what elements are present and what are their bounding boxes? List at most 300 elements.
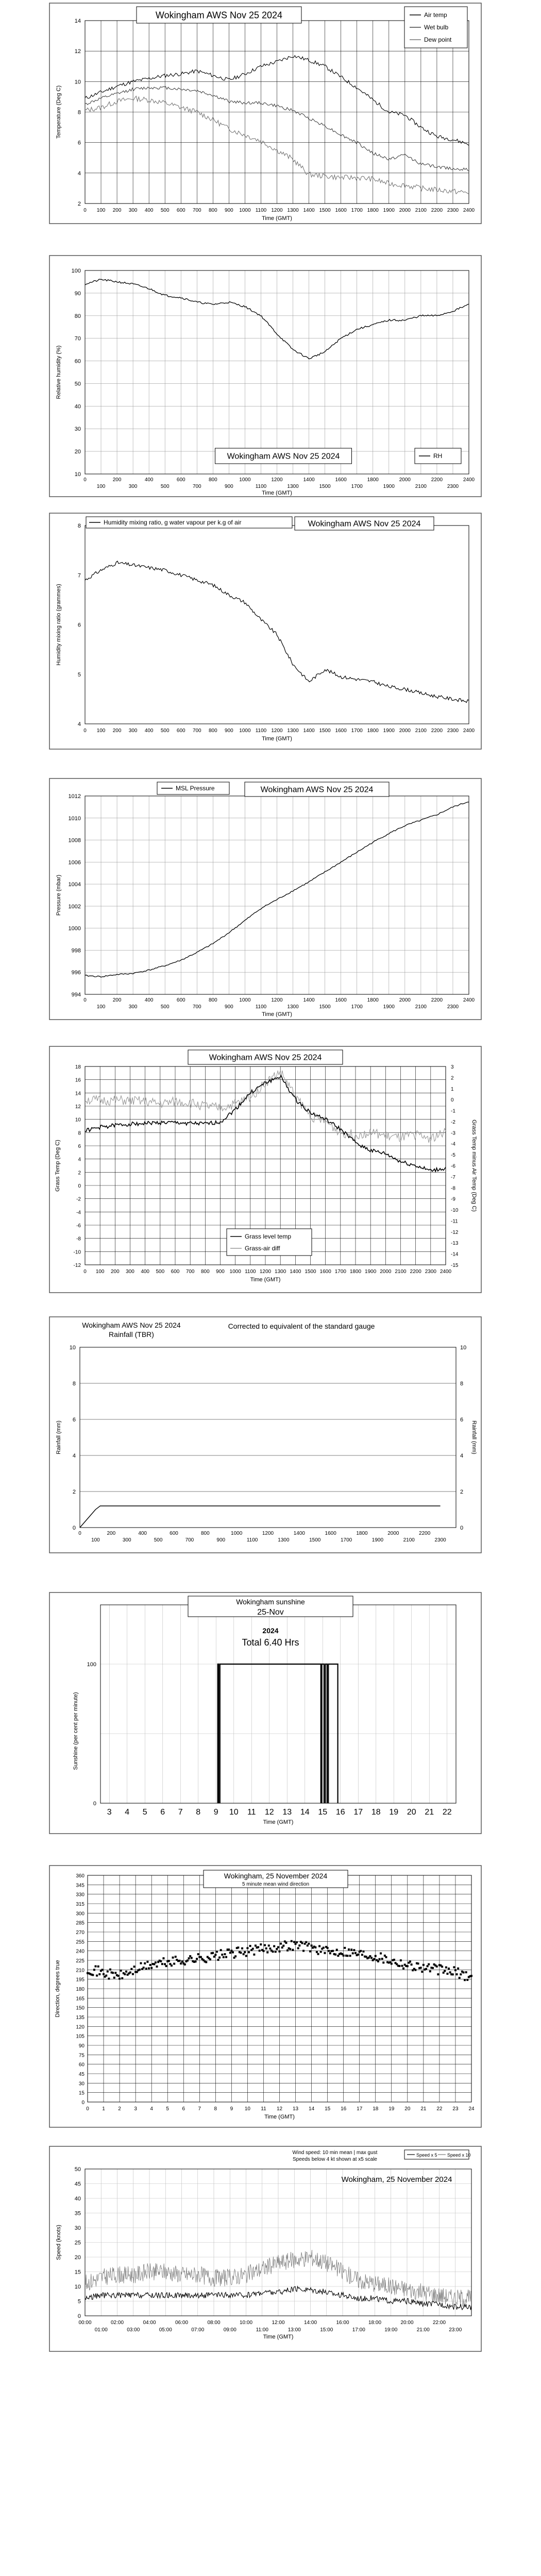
x-tick-label: 300 — [122, 1537, 131, 1543]
y-tick-label: 4 — [78, 1157, 81, 1163]
x-tick-label: 2100 — [415, 208, 427, 213]
direction-point — [382, 1961, 384, 1963]
chart-annotation: Corrected to equivalent of the standard gauge — [228, 1322, 375, 1330]
x-tick-label: 1600 — [335, 208, 347, 213]
direction-point — [289, 1948, 291, 1950]
legend-label: RH — [433, 452, 443, 460]
direction-point — [221, 1954, 223, 1956]
x-tick-label: 1200 — [271, 997, 283, 1003]
x-tick-label: 16 — [335, 1808, 345, 1817]
year-label: 2024 — [262, 1626, 279, 1635]
direction-point — [296, 1941, 298, 1943]
wind-direction-chart-svg — [49, 1865, 482, 2128]
x-tick-label: 2300 — [447, 1004, 459, 1010]
y-tick-label: 180 — [76, 1987, 84, 1992]
direction-point — [276, 1948, 278, 1950]
x-tick-label: 700 — [192, 728, 201, 734]
direction-point — [448, 1968, 450, 1970]
direction-point — [285, 1942, 287, 1944]
y-tick-label: 120 — [76, 2024, 84, 2030]
x-tick-label: 2300 — [434, 1537, 446, 1543]
x-tick-label: 03:00 — [127, 2327, 140, 2333]
direction-point — [196, 1958, 198, 1960]
y-tick-label: 165 — [76, 1996, 84, 2002]
direction-point — [98, 1973, 100, 1975]
x-tick-label: 5 — [166, 2106, 169, 2112]
y-right-tick-label: 2 — [451, 1075, 454, 1081]
x-tick-label: 500 — [156, 1269, 165, 1275]
x-tick-label: 1000 — [229, 1269, 241, 1275]
x-axis-label: Time (GMT) — [263, 2334, 294, 2340]
x-tick-label: 100 — [96, 484, 106, 489]
x-tick-label: 2100 — [415, 484, 427, 489]
x-tick-label: 1900 — [371, 1537, 384, 1543]
x-tick-label: 1700 — [351, 208, 363, 213]
x-axis-label: Time (GMT) — [263, 1819, 294, 1825]
x-tick-label: 2400 — [463, 997, 475, 1003]
mixing-ratio-chart-svg — [49, 513, 482, 750]
x-tick-label: 7 — [178, 1808, 183, 1817]
x-tick-label: 6 — [160, 1808, 165, 1817]
x-tick-label: 11:00 — [256, 2327, 268, 2333]
y-right-tick-label: 2 — [460, 1489, 464, 1495]
x-tick-label: 1500 — [319, 484, 331, 489]
y-right-tick-label: 10 — [460, 1345, 467, 1351]
x-tick-label: 1000 — [239, 208, 251, 213]
y-tick-label: 360 — [76, 1873, 84, 1879]
direction-point — [327, 1947, 329, 1949]
x-tick-label: 12:00 — [272, 2320, 285, 2326]
direction-point — [398, 1965, 400, 1967]
y-right-tick-label: -4 — [451, 1141, 455, 1147]
x-tick-label: 0 — [86, 2106, 89, 2112]
x-tick-label: 1900 — [383, 208, 395, 213]
x-tick-label: 2400 — [439, 1269, 452, 1275]
x-tick-label: 800 — [208, 208, 217, 213]
direction-point — [344, 1947, 346, 1949]
y-tick-label: 40 — [74, 403, 81, 410]
direction-point — [420, 1967, 422, 1969]
direction-point — [172, 1957, 174, 1959]
y-tick-label: -12 — [73, 1263, 81, 1268]
legend-label: Air temp — [424, 11, 447, 19]
sunshine-chart — [49, 1592, 482, 1834]
direction-point — [357, 1954, 359, 1956]
x-tick-label: 800 — [200, 1269, 210, 1275]
direction-point — [362, 1951, 364, 1953]
y-right-tick-label: -8 — [451, 1185, 455, 1192]
x-tick-label: 2000 — [399, 997, 411, 1003]
y-tick-label: 75 — [78, 2053, 84, 2059]
y-tick-label: 330 — [76, 1892, 84, 1898]
x-tick-label: 17:00 — [352, 2327, 365, 2333]
x-tick-label: 1800 — [367, 728, 379, 734]
total-label: Total 6.40 Hrs — [242, 1637, 299, 1648]
x-tick-label: 18 — [373, 2106, 379, 2112]
y-tick-label: 0 — [78, 1183, 81, 1189]
x-tick-label: 800 — [208, 728, 217, 734]
y-right-tick-label: -10 — [451, 1208, 459, 1214]
y-tick-label: 90 — [78, 2043, 84, 2049]
y-tick-label: 8 — [78, 1130, 81, 1137]
legend-label: Grass-air diff — [245, 1245, 280, 1252]
y-tick-label: 996 — [71, 970, 81, 976]
direction-point — [272, 1951, 274, 1953]
x-tick-label: 1300 — [287, 208, 299, 213]
y-tick-label: 0 — [77, 2313, 81, 2319]
y-right-tick-label: -7 — [451, 1174, 455, 1180]
direction-point — [140, 1962, 142, 1964]
y-tick-label: 10 — [74, 2284, 81, 2290]
legend-label: Speed x 5 — [416, 2153, 437, 2158]
y-tick-label: 30 — [74, 426, 81, 433]
direction-point — [173, 1963, 175, 1965]
x-tick-label: 1300 — [278, 1537, 290, 1543]
direction-point — [286, 1950, 289, 1952]
x-tick-label: 700 — [192, 484, 201, 489]
direction-point — [465, 1971, 467, 1973]
y-tick-label: 10 — [75, 1117, 81, 1123]
x-tick-label: 900 — [225, 1004, 233, 1010]
x-tick-label: 300 — [126, 1269, 134, 1275]
chart-title: Wokingham AWS Nov 25 2024 — [260, 785, 374, 794]
chart-subtitle-line: Speeds below 4 kt shown at x5 scale — [293, 2157, 377, 2162]
direction-point — [385, 1956, 387, 1958]
x-tick-label: 200 — [107, 1531, 116, 1536]
y-tick-label: 100 — [71, 268, 81, 274]
y-tick-label: 225 — [76, 1958, 84, 1964]
x-tick-label: 700 — [192, 208, 201, 213]
x-tick-label: 10:00 — [239, 2320, 253, 2326]
x-tick-label: 5 — [142, 1808, 147, 1817]
direction-point — [164, 1963, 166, 1965]
y-tick-label: 4 — [72, 1453, 76, 1459]
x-tick-label: 02:00 — [110, 2320, 124, 2326]
direction-point — [334, 1954, 336, 1956]
direction-point — [114, 1972, 116, 1974]
y-tick-label: 300 — [76, 1911, 84, 1917]
y-tick-label: 60 — [78, 2062, 84, 2068]
direction-point — [241, 1947, 243, 1950]
direction-point — [262, 1950, 264, 1952]
x-tick-label: 00:00 — [78, 2320, 92, 2326]
x-tick-label: 400 — [141, 1269, 150, 1275]
x-tick-label: 1 — [102, 2106, 105, 2112]
direction-point — [273, 1945, 275, 1947]
x-tick-label: 1000 — [239, 728, 251, 734]
x-tick-label: 200 — [112, 477, 122, 483]
x-tick-label: 1200 — [271, 728, 283, 734]
y-axis-label: Direction, degrees true — [55, 1960, 61, 2018]
direction-point — [459, 1977, 461, 1979]
direction-point — [249, 1945, 251, 1947]
direction-point — [279, 1951, 281, 1953]
x-tick-label: 0 — [83, 1269, 87, 1275]
legend-label: MSL Pressure — [176, 785, 215, 792]
x-tick-label: 700 — [185, 1537, 194, 1543]
y-tick-label: 10 — [69, 1345, 76, 1351]
chart-subtitle-line: Wind speed: 10 min mean | max gust — [292, 2150, 378, 2156]
x-tick-label: 600 — [176, 208, 185, 213]
direction-point — [96, 1975, 98, 1977]
y-right-tick-label: 3 — [451, 1064, 454, 1070]
x-tick-label: 1600 — [325, 1531, 336, 1536]
x-tick-label: 0 — [83, 728, 87, 734]
y-tick-label: 345 — [76, 1883, 84, 1889]
y-tick-label: 30 — [74, 2225, 81, 2231]
y-right-tick-label: 0 — [460, 1525, 464, 1531]
y-tick-label: 0 — [72, 1525, 76, 1531]
x-tick-label: 2100 — [415, 728, 427, 734]
y-tick-label: 6 — [77, 622, 81, 629]
y-tick-label: 20 — [74, 2255, 81, 2261]
x-tick-label: 900 — [225, 484, 233, 489]
y-tick-label: -8 — [76, 1236, 81, 1242]
x-tick-label: 18 — [371, 1808, 381, 1817]
y-tick-label: 7 — [77, 572, 81, 579]
direction-point — [377, 1960, 379, 1962]
chart-subtitle: 25-Nov — [257, 1608, 284, 1617]
y-right-tick-label: -3 — [451, 1130, 455, 1137]
direction-point — [437, 1973, 439, 1975]
x-tick-label: 600 — [171, 1269, 180, 1275]
direction-point — [171, 1964, 173, 1967]
y-tick-label: 240 — [76, 1948, 84, 1955]
direction-point — [234, 1955, 236, 1957]
x-tick-label: 8 — [196, 1808, 201, 1817]
direction-point — [417, 1962, 419, 1964]
x-tick-label: 10 — [229, 1808, 239, 1817]
y-right-tick-label: -12 — [451, 1229, 459, 1235]
direction-point — [275, 1951, 277, 1953]
y-tick-label: 105 — [76, 2033, 84, 2040]
y-tick-label: 6 — [77, 140, 81, 146]
y-tick-label: 1006 — [68, 859, 81, 866]
x-tick-label: 1100 — [255, 484, 267, 489]
direction-point — [225, 1956, 227, 1958]
y-tick-label: 6 — [78, 1144, 81, 1149]
y-axis-label: Grass Temp (Deg C) — [55, 1140, 61, 1192]
x-tick-label: 2000 — [399, 477, 411, 483]
x-tick-label: 1100 — [245, 1269, 256, 1275]
chart-title: Wokingham AWS Nov 25 2024 — [308, 519, 421, 529]
x-tick-label: 2200 — [410, 1269, 421, 1275]
direction-point — [348, 1948, 350, 1951]
direction-point — [428, 1963, 430, 1965]
direction-point — [149, 1964, 151, 1966]
direction-point — [244, 1951, 246, 1953]
chart-title: Wokingham AWS Nov 25 2024 — [209, 1053, 322, 1062]
direction-point — [178, 1960, 180, 1962]
x-tick-label: 500 — [160, 484, 170, 489]
y-tick-label: 994 — [71, 992, 81, 998]
direction-point — [240, 1952, 242, 1954]
y-tick-label: 15 — [78, 2090, 84, 2096]
legend-label: Grass level temp — [245, 1233, 292, 1240]
x-tick-label: 1400 — [290, 1269, 301, 1275]
x-tick-label: 600 — [176, 997, 185, 1003]
y-tick-label: 6 — [72, 1417, 76, 1423]
x-tick-label: 2200 — [431, 728, 443, 734]
x-tick-label: 0 — [83, 997, 87, 1003]
direction-point — [361, 1954, 363, 1956]
y-tick-label: 80 — [74, 313, 81, 319]
y-right-tick-label: 8 — [460, 1381, 464, 1387]
direction-point — [112, 1972, 114, 1974]
x-tick-label: 13 — [282, 1808, 292, 1817]
x-tick-label: 100 — [91, 1537, 100, 1543]
direction-point — [107, 1971, 109, 1973]
x-tick-label: 1600 — [335, 477, 347, 483]
x-tick-label: 500 — [160, 728, 170, 734]
y-tick-label: 60 — [74, 358, 81, 365]
direction-point — [449, 1971, 451, 1973]
x-tick-label: 700 — [192, 1004, 201, 1010]
x-tick-label: 1800 — [367, 208, 379, 213]
y-tick-label: 1010 — [68, 815, 81, 822]
direction-point — [109, 1969, 111, 1971]
x-tick-label: 900 — [216, 1537, 226, 1543]
direction-point — [117, 1975, 119, 1977]
direction-point — [252, 1948, 254, 1950]
x-tick-label: 800 — [208, 997, 217, 1003]
rainfall-chart — [49, 1316, 482, 1553]
x-tick-label: 2200 — [431, 477, 443, 483]
x-tick-label: 900 — [225, 728, 233, 734]
x-tick-label: 0 — [83, 477, 87, 483]
direction-point — [352, 1952, 354, 1954]
x-tick-label: 6 — [182, 2106, 185, 2112]
y-axis-label: Sunshine (per cent per minute) — [73, 1692, 79, 1770]
x-tick-label: 1100 — [246, 1537, 258, 1543]
y-right-tick-label: -2 — [451, 1119, 455, 1125]
temperature-chart — [49, 3, 482, 224]
x-tick-label: 06:00 — [175, 2320, 189, 2326]
y-axis-label: Pressure (mbar) — [56, 874, 62, 916]
direction-point — [255, 1944, 257, 1946]
y-tick-label: 270 — [76, 1930, 84, 1936]
direction-point — [146, 1961, 148, 1963]
x-tick-label: 13 — [292, 2106, 299, 2112]
direction-point — [175, 1956, 177, 1958]
x-tick-label: 2200 — [419, 1531, 431, 1536]
x-tick-label: 8 — [214, 2106, 217, 2112]
x-tick-label: 9 — [230, 2106, 233, 2112]
legend-label: Wet bulb — [424, 24, 449, 31]
direction-point — [291, 1940, 293, 1942]
direction-point — [113, 1977, 115, 1979]
x-tick-label: 4 — [125, 1808, 130, 1817]
x-tick-label: 200 — [112, 997, 122, 1003]
direction-point — [266, 1951, 268, 1953]
y-axis-label: Humidity mixing ratio (grammes) — [56, 584, 62, 666]
x-tick-label: 23:00 — [449, 2327, 462, 2333]
y-tick-label: 25 — [74, 2240, 81, 2246]
x-tick-label: 21 — [420, 2106, 427, 2112]
direction-point — [292, 1949, 294, 1951]
y-axis-label: Relative humidity (%) — [56, 345, 62, 399]
direction-point — [280, 1943, 282, 1945]
y-axis-label: Speed (knots) — [56, 2225, 62, 2260]
y-tick-label: 255 — [76, 1939, 84, 1945]
y-tick-label: 45 — [74, 2181, 81, 2188]
direction-point — [200, 1956, 202, 1958]
direction-point — [265, 1947, 267, 1950]
direction-point — [452, 1973, 454, 1975]
direction-point — [218, 1957, 221, 1959]
x-tick-label: 14 — [300, 1808, 310, 1817]
y-right-tick-label: -1 — [451, 1108, 455, 1114]
y-tick-label: 1012 — [68, 793, 81, 800]
x-tick-label: 15 — [325, 2106, 331, 2112]
chart-subtitle: Rainfall (TBR) — [109, 1330, 154, 1338]
direction-point — [445, 1967, 447, 1969]
x-tick-label: 19 — [388, 2106, 395, 2112]
x-tick-label: 1900 — [383, 728, 395, 734]
x-tick-label: 1900 — [365, 1269, 377, 1275]
y-tick-label: 2 — [78, 1170, 81, 1176]
direction-point — [454, 1969, 457, 1971]
x-tick-label: 400 — [138, 1531, 147, 1536]
x-tick-label: 1700 — [351, 728, 363, 734]
y-tick-label: 90 — [74, 290, 81, 297]
x-tick-label: 200 — [112, 728, 122, 734]
x-tick-label: 100 — [96, 728, 106, 734]
x-tick-label: 0 — [78, 1531, 81, 1536]
x-tick-label: 2400 — [463, 728, 475, 734]
x-tick-label: 15:00 — [320, 2327, 333, 2333]
direction-point — [301, 1942, 303, 1944]
x-tick-label: 2300 — [425, 1269, 436, 1275]
direction-point — [248, 1951, 250, 1953]
y-tick-label: 5 — [77, 2298, 81, 2305]
direction-point — [414, 1969, 416, 1971]
x-tick-label: 1400 — [293, 1531, 305, 1536]
y-axis-label-right: Rainfall (mm) — [471, 1420, 477, 1454]
x-tick-label: 400 — [144, 208, 154, 213]
direction-point — [305, 1941, 307, 1943]
direction-point — [133, 1965, 136, 1968]
y-right-tick-label: 0 — [451, 1097, 454, 1104]
direction-point — [373, 1958, 375, 1960]
x-tick-label: 800 — [208, 477, 217, 483]
x-tick-label: 1100 — [255, 728, 267, 734]
direction-point — [217, 1959, 219, 1961]
x-tick-label: 1400 — [303, 728, 315, 734]
x-tick-label: 1200 — [271, 477, 283, 483]
direction-point — [400, 1959, 402, 1961]
x-tick-label: 2300 — [447, 728, 459, 734]
x-tick-label: 1100 — [255, 1004, 267, 1010]
direction-point — [130, 1968, 132, 1970]
direction-point — [343, 1955, 345, 1957]
panel-border — [49, 513, 481, 749]
direction-point — [393, 1959, 395, 1961]
x-tick-label: 11 — [261, 2106, 266, 2112]
sunshine-chart-svg — [49, 1592, 482, 1834]
x-tick-label: 100 — [96, 208, 106, 213]
direction-point — [360, 1950, 362, 1952]
direction-point — [307, 1944, 309, 1946]
direction-point — [402, 1968, 404, 1970]
y-tick-label: 315 — [76, 1902, 84, 1907]
x-tick-label: 500 — [160, 1004, 170, 1010]
humidity-chart — [49, 255, 482, 497]
x-tick-label: 20 — [404, 2106, 411, 2112]
y-axis-label: Rainfall (mm) — [56, 1420, 62, 1454]
y-tick-label: 12 — [75, 1104, 81, 1110]
x-tick-label: 700 — [185, 1269, 195, 1275]
